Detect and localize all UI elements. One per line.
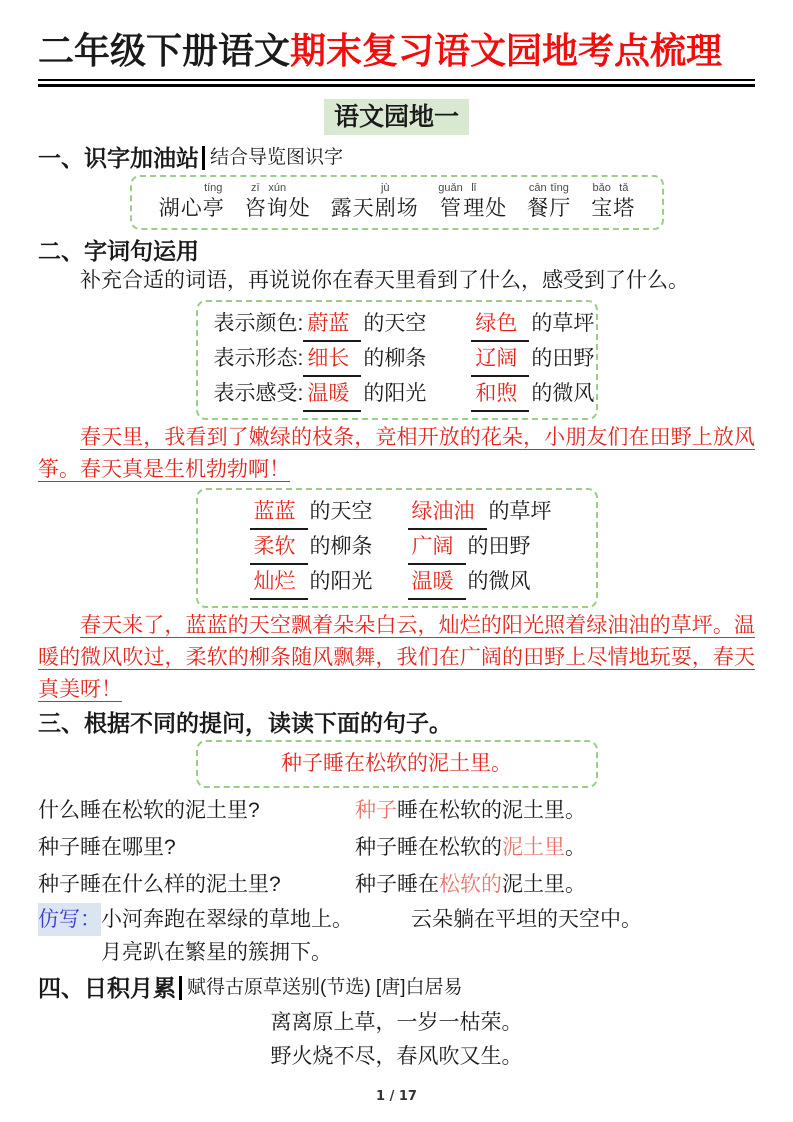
heading-divider-bar (179, 976, 182, 1000)
answer-highlight: 松软的 (439, 873, 502, 896)
char-with-pinyin (352, 182, 374, 222)
answer-word: 柔软 (250, 530, 308, 565)
imitation-sentence-3: 月亮趴在繁星的簇拥下。 (101, 941, 332, 964)
column-gap (353, 903, 411, 936)
fill-pair (408, 495, 552, 530)
fill-pair (408, 565, 531, 600)
hanzi-char: 管 (439, 197, 461, 220)
hanzi-char: 露 (330, 197, 352, 220)
answer-word: 灿烂 (250, 565, 308, 600)
fill-pair (303, 307, 471, 342)
answer-word: 温暖 (303, 377, 361, 412)
section-heading-2 (38, 236, 755, 266)
pinyin-text: tīng (550, 182, 569, 194)
imitation-sentence-1: 小河奔跑在翠绿的草地上。 (101, 908, 353, 931)
hanzi-char: 咨 (244, 197, 266, 220)
document-title-red: 期末复习语文园地考点梳理 (290, 30, 723, 71)
section-heading-1 (38, 143, 755, 173)
fill-pair (303, 377, 471, 412)
answer-word: 和煦 (471, 377, 529, 412)
section-heading-4 (38, 973, 755, 1003)
char-with-pinyin (463, 182, 485, 222)
unit-title: 语文园地一 (324, 99, 469, 135)
pinyin-text: guǎn (438, 182, 463, 194)
phrase-text: 的天空 (309, 500, 373, 523)
answer-highlight: 泥土里 (502, 836, 565, 859)
answer-word: 蓝蓝 (250, 495, 308, 530)
phrase-text: 的微风 (531, 382, 595, 405)
fill-label: 表示颜色: (213, 312, 304, 335)
char-with-pinyin (202, 182, 224, 222)
phrase-text: 的田野 (467, 535, 531, 558)
char-with-pinyin (396, 182, 418, 222)
fill-line (214, 342, 596, 377)
char-with-pinyin (485, 182, 507, 222)
answer-text (355, 866, 586, 903)
pinyin-word (158, 182, 224, 222)
fill-line (214, 377, 596, 412)
heading-divider-bar (202, 146, 205, 170)
answer-word: 蔚蓝 (303, 307, 361, 342)
pinyin-text: zī (250, 182, 260, 194)
pinyin-text: bǎo (592, 182, 611, 194)
fill-line (250, 565, 596, 600)
fill-pair (471, 342, 594, 377)
unit-title-row (38, 99, 755, 135)
answer-highlight: 种子 (355, 799, 397, 822)
section-3-title: 三、根据不同的提问，读读下面的句子。 (38, 710, 452, 736)
answer-word: 绿油油 (408, 495, 487, 530)
pinyin-text: tǎ (619, 182, 629, 194)
hanzi-char: 处 (485, 197, 507, 220)
phrase-text: 的草坪 (531, 312, 595, 335)
char-with-pinyin (266, 182, 288, 222)
fill-label: 表示感受: (213, 382, 304, 405)
poem (38, 1005, 755, 1073)
phrase-text: 的柳条 (309, 535, 373, 558)
document-title-black: 二年级下册语文 (38, 30, 291, 71)
pinyin-word-box (130, 175, 664, 230)
answer-word: 辽阔 (471, 342, 529, 377)
phrase-text: 的阳光 (309, 570, 373, 593)
section-4-title: 四、日积月累 (38, 975, 176, 1001)
section-1-subtitle: 结合导览图识字 (210, 147, 344, 168)
section-2-title: 二、字词句运用 (38, 238, 199, 264)
answer-plain: 种子睡在松软的 (355, 836, 502, 859)
fill-pair (471, 307, 594, 342)
poem-line: 野火烧不尽，春风吹又生。 (270, 1044, 523, 1068)
char-with-pinyin (330, 182, 352, 222)
phrase-text: 的天空 (363, 312, 427, 335)
char-with-pinyin (180, 182, 202, 222)
phrase-text: 的柳条 (363, 347, 427, 370)
question-text: 种子睡在哪里? (38, 836, 176, 859)
model-answer-paragraph-2: 春天来了，蓝蓝的天空飘着朵朵白云，灿烂的阳光照着绿油油的草坪。温暖的微风吹过，柔软的柳条随风飘舞，我们在广阔的田野上尽情地玩耍，春天真美呀！ (38, 614, 755, 701)
page-number: 1 / 17 (376, 1089, 417, 1104)
pinyin-word (244, 182, 310, 222)
hanzi-char: 剧 (374, 197, 396, 220)
imitation-label: 仿写： (38, 903, 101, 936)
fill-pair (250, 495, 408, 530)
fill-line (250, 530, 596, 565)
answer-plain: 泥土里。 (502, 873, 586, 896)
hanzi-char: 餐 (527, 197, 549, 220)
pinyin-text: cān (528, 182, 547, 194)
question-answer-list (38, 792, 755, 903)
hanzi-char: 湖 (158, 197, 180, 220)
phrase-text: 的草坪 (488, 500, 552, 523)
phrase-text: 的微风 (467, 570, 531, 593)
char-with-pinyin (613, 182, 635, 222)
fill-pair (471, 377, 594, 412)
qa-row (38, 866, 755, 903)
hanzi-char: 心 (180, 197, 202, 220)
imitation-sentence-2: 云朵躺在平坦的天空中。 (411, 908, 642, 931)
char-with-pinyin (374, 182, 396, 222)
question-text: 种子睡在什么样的泥土里? (38, 873, 281, 896)
char-with-pinyin (288, 182, 310, 222)
phrase-text: 的田野 (531, 347, 595, 370)
fill-label: 表示形态: (213, 347, 304, 370)
answer-word: 细长 (303, 342, 361, 377)
example-sentence-box (196, 740, 598, 788)
answer-word: 绿色 (471, 307, 529, 342)
document-title (38, 28, 755, 74)
pinyin-text: jù (380, 182, 390, 194)
word-fill-box-1 (196, 300, 598, 420)
fill-line (214, 307, 596, 342)
section-1-title: 一、识字加油站 (38, 145, 199, 171)
pinyin-word (330, 182, 418, 222)
model-answer-paragraph-1: 春天里，我看到了嫩绿的枝条，竞相开放的花朵，小朋友们在田野上放风筝。春天真是生机勃勃啊！ (38, 426, 755, 481)
hanzi-char: 宝 (591, 197, 613, 220)
pinyin-text: tíng (204, 182, 223, 194)
pinyin-text: lǐ (471, 182, 477, 194)
phrase-text: 的阳光 (363, 382, 427, 405)
hanzi-char: 处 (288, 197, 310, 220)
hanzi-char: 厅 (549, 197, 571, 220)
char-with-pinyin (158, 182, 180, 222)
hanzi-char: 询 (266, 197, 288, 220)
answer-text (355, 829, 586, 866)
char-with-pinyin (438, 182, 462, 222)
pinyin-word (438, 182, 506, 222)
qa-row (38, 829, 755, 866)
question-text: 什么睡在松软的泥土里? (38, 799, 260, 822)
pinyin-word (591, 182, 635, 222)
title-double-rule (38, 79, 755, 87)
imitation-row (38, 903, 755, 936)
char-with-pinyin (244, 182, 266, 222)
hanzi-char: 天 (352, 197, 374, 220)
pinyin-word (527, 182, 571, 222)
hanzi-char: 亭 (202, 197, 224, 220)
pinyin-text: xún (268, 182, 287, 194)
answer-plain: 。 (565, 836, 586, 859)
char-with-pinyin (527, 182, 549, 222)
answer-word: 广阔 (408, 530, 466, 565)
char-with-pinyin (549, 182, 571, 222)
poem-line: 离离原上草，一岁一枯荣。 (270, 1010, 523, 1034)
char-with-pinyin (591, 182, 613, 222)
section-2-intro: 补充合适的词语，再说说你在春天里看到了什么，感受到了什么。 (80, 269, 689, 292)
fill-pair (408, 530, 531, 565)
example-sentence: 种子睡在松软的泥土里。 (281, 752, 512, 775)
answer-plain: 睡在松软的泥土里。 (397, 799, 586, 822)
qa-row (38, 792, 755, 829)
answer-text (355, 792, 586, 829)
hanzi-char: 场 (396, 197, 418, 220)
fill-pair (303, 342, 471, 377)
fill-pair (250, 530, 408, 565)
fill-line (250, 495, 596, 530)
section-heading-3 (38, 708, 755, 738)
answer-word: 温暖 (408, 565, 466, 600)
word-fill-box-2 (196, 488, 598, 608)
section-4-subtitle: 赋得古原草送别(节选) [唐]白居易 (187, 977, 463, 998)
hanzi-char: 塔 (613, 197, 635, 220)
answer-plain: 种子睡在 (355, 873, 439, 896)
fill-pair (250, 565, 408, 600)
hanzi-char: 理 (463, 197, 485, 220)
